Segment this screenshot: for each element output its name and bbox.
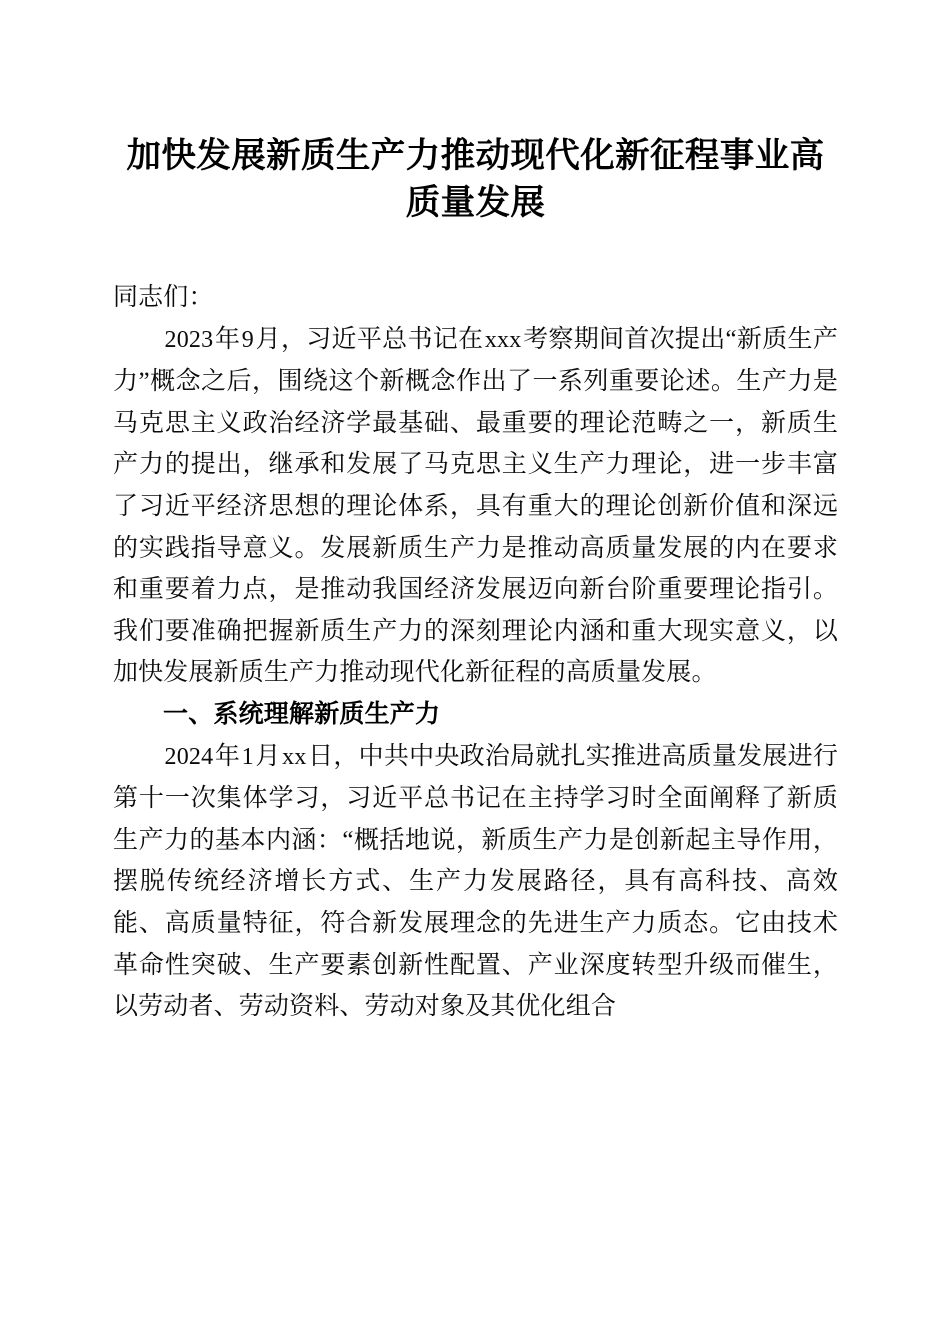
document-body (113, 0, 838, 1028)
salutation: 同志们： (113, 284, 214, 311)
paragraph-intro: 2023年9月，习近平总书记在xxx考察期间首次提出“新质生产力”概念之后，围绕这个新概念作出了一系列重要论述。生产力是马克思主义政治经济学最基础、最重要的理论范畴之一，新质生产力的提出，继承和发展了马克思主义生产力理论，进一步丰富了习近平经济思想的理论体系，具有重大的理论创新价值和深远的实践指导意义。发展新质生产力是推动高质量发展的内在要求和重要着力点，是推动我国经济发展迈向新台阶重要理论指引。我们要准确把握新质生产力的深刻理论内涵和重大现实意义，以加快发展新质生产力推动现代化新征程的高质量发展。 (113, 325, 838, 687)
section-heading-1: 一、系统理解新质生产力 (163, 699, 441, 728)
page-title: 加快发展新质生产力推动现代化新征程事业高质量发展 (126, 137, 825, 222)
section-1-paragraph-1: 2024年1月xx日，中共中央政治局就扎实推进高质量发展进行第十一次集体学习，习近平总书记在主持学习时全面阐释了新质生产力的基本内涵：“概括地说，新质生产力是创新起主导作用，摆脱传统经济增长方式、生产力发展路径，具有高科技、高效能、高质量特征，符合新发展理念的先进生产力质态。它由技术革命性突破、生产要素创新性配置、产业深度转型升级而催生，以劳动者、劳动资料、劳动对象及其优化组合 (113, 742, 839, 1021)
